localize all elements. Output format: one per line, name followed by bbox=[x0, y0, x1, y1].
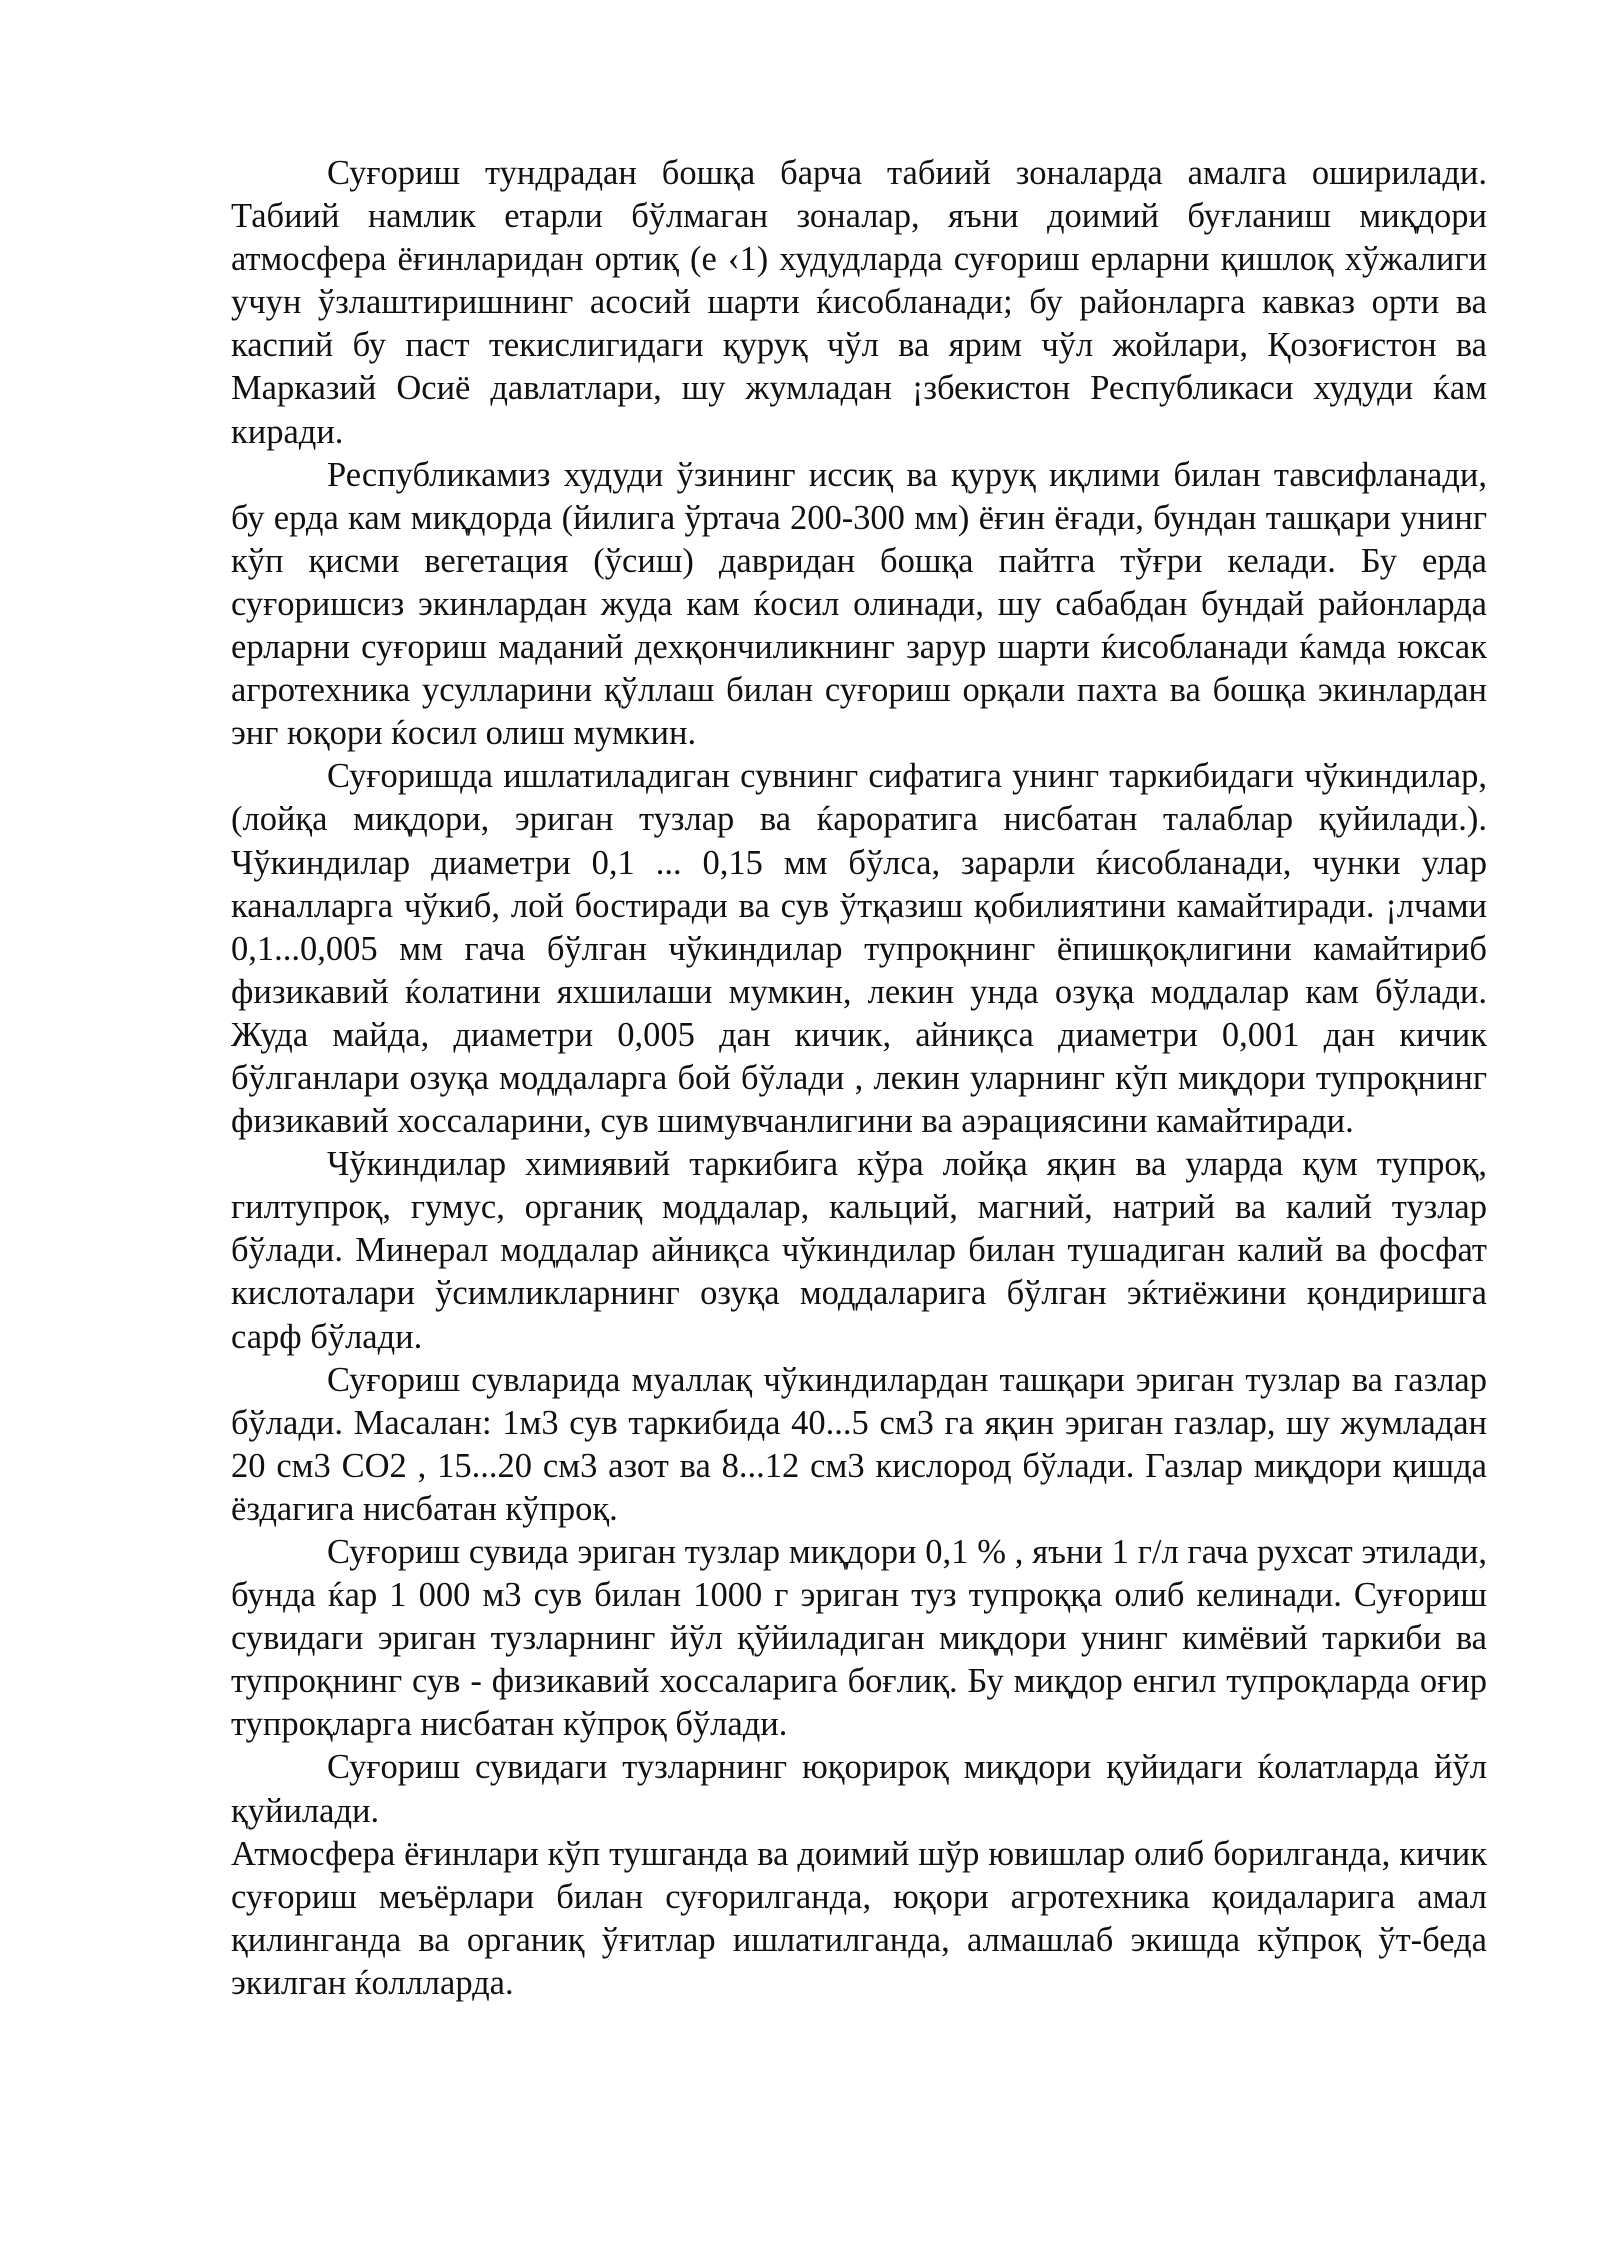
paragraph-3: Суғоришда ишлатиладиган сувнинг сифатига унинг таркибидаги чўкиндилар, (лойқа миқдори, эриган тузлар ва ќароратига нисбатан талаблар қуйилади.). Чўкиндилар диаметри 0,1 ... 0,15 мм бўлса, зарарли ќисобланади, чунки улар каналларга чўкиб, лой бостиради ва сув ўтқазиш қобилиятини камайтиради. ¡лчами 0,1...0,005 мм гача бўлган чўкиндилар тупроқнинг ёпишқоқлигини камайтириб физикавий ќолатини яхшилаши мумкин, лекин унда озуқа моддалар кам бўлади. Жуда майда, диаметри 0,005 дан кичик, айниқса диаметри 0,001 дан кичик бўлганлари озуқа моддаларга бой бўлади , лекин уларнинг кўп миқдори тупроқнинг физикавий хоссаларини, сув шимувчанлигини ва аэрациясини камайтиради. bbox=[231, 757, 1487, 1141]
paragraph-1: Суғориш тундрадан бошқа барча табиий зоналарда амалга оширилади. Табиий намлик етарли бўлмаган зоналар, яъни доимий буғланиш миқдори атмосфера ёғинларидан ортиқ (е ‹1) худудларда суғориш ерларни қишлоқ хўжалиги учун ўзлаштиришнинг асосий шарти ќисобланади; бу районларга кавказ орти ва каспий бу паст текислигидаги қуруқ чўл ва ярим чўл жойлари, Қозоғистон ва Марказий Осиё давлатлари, шу жумладан ¡збекистон Республикаси худуди ќам киради. bbox=[231, 154, 1487, 451]
paragraph-2: Республикамиз худуди ўзининг иссиқ ва қуруқ иқлими билан тавсифланади, бу ерда кам миқдорда (йилига ўртача 200-300 мм) ёғин ёғади, бундан ташқари унинг кўп қисми вегетация (ўсиш) давридан бошқа пайтга тўғри келади. Бу ерда суғоришсиз экинлардан жуда кам ќосил олинади, шу сабабдан бундай районларда ерларни суғориш маданий дехқончиликнинг зарур шарти ќисобланади ќамда юксак агротехника усулларини қўллаш билан суғориш орқали пахта ва бошқа экинлардан энг юқори ќосил олиш мумкин. bbox=[231, 455, 1487, 753]
paragraph-5: Суғориш сувларида муаллақ чўкиндилардан ташқари эриган тузлар ва газлар бўлади. Масалан: 1м3 сув таркибида 40...5 см3 га яқин эриган газлар, шу жумладан 20 см3 СО2 , 15...20 см3 азот ва 8...12 см3 кислород бўлади. Газлар миқдори қишда ёздагига нисбатан кўпроқ. bbox=[231, 1360, 1487, 1528]
paragraph-6: Суғориш сувида эриган тузлар миқдори 0,1 % , яъни 1 г/л гача рухсат этилади, бунда ќар 1 000 м3 сув билан 1000 г эриган туз тупроққа олиб келинади. Суғориш сувидаги эриган тузларнинг йўл қўйиладиган миқдори унинг кимёвий таркиби ва тупроқнинг сув - физикавий хоссаларига боғлиқ. Бу миқдор енгил тупроқларда оғир тупроқларга нисбатан кўпроқ бўлади. bbox=[231, 1533, 1487, 1744]
paragraph-8: Атмосфера ёғинлари кўп тушганда ва доимий шўр ювишлар олиб борилганда, кичик суғориш меъёрлари билан суғорилганда, юқори агротехника қоидаларига амал қилинганда ва органиқ ўғитлар ишлатилганда, алмашлаб экишда кўпроқ ўт-беда экилган ќоллларда. bbox=[231, 1834, 1487, 2002]
document-page bbox=[231, 152, 1487, 2005]
paragraph-4: Чўкиндилар химиявий таркибига кўра лойқа яқин ва уларда қум тупроқ, гилтупроқ, гумус, органиқ моддалар, кальций, магний, натрий ва калий тузлар бўлади. Минерал моддалар айниқса чўкиндилар билан тушадиган калий ва фосфат кислоталари ўсимликларнинг озуқа моддаларига бўлган эќтиёжини қондиришга сарф бўлади. bbox=[231, 1145, 1487, 1356]
paragraph-7: Суғориш сувидаги тузларнинг юқорироқ миқдори қуйидаги ќолатларда йўл қуйилади. bbox=[231, 1748, 1487, 1830]
